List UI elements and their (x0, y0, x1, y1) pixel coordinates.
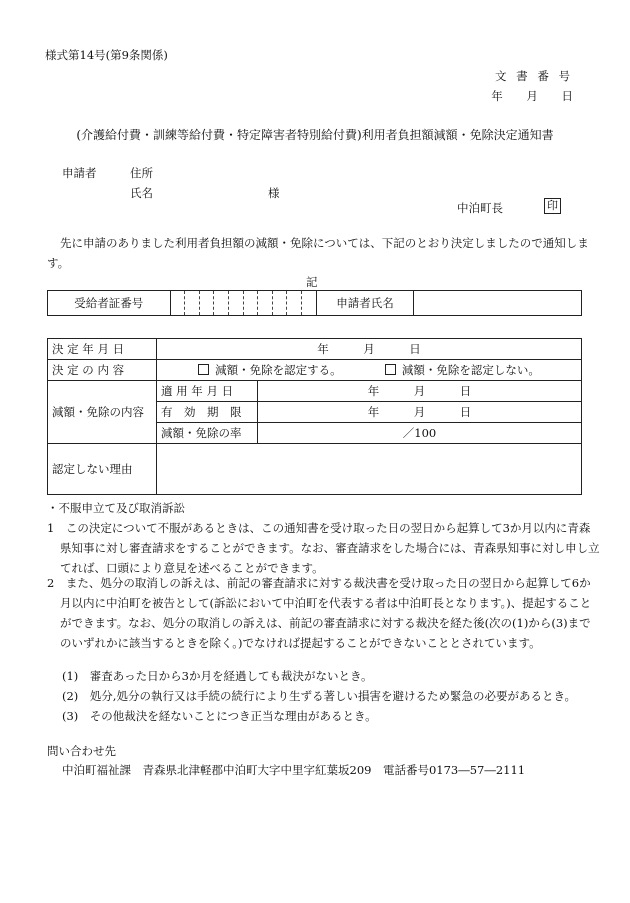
applicant-name-label: 申請者氏名 (316, 291, 414, 316)
decision-content-label: 決 定 の 内 容 (48, 360, 157, 381)
certificate-digit-cell[interactable] (302, 291, 317, 316)
form-number: 様式第14号(第9条関係) (45, 48, 168, 62)
issuer-name: 中泊町長 (457, 201, 503, 215)
certificate-digit-cell[interactable] (199, 291, 214, 316)
certificate-digit-cell[interactable] (170, 291, 185, 316)
intro-paragraph: 先に申請のありました利用者負担額の減額・免除については、下記のとおり決定しましたので通知します。 (47, 236, 589, 270)
reduction-content-label: 減額・免除の内容 (48, 381, 157, 444)
ki-heading: 記 (306, 275, 318, 289)
reduction-rate-value: ／100 (258, 423, 582, 444)
contact-line: 中泊町福祉課 青森県北津軽郡中泊町大字中里字紅葉坂209 電話番号0173―57―2111 (62, 763, 526, 777)
applicant-name-field[interactable] (414, 291, 582, 316)
apply-date-value: 年 月 日 (258, 381, 582, 402)
appeal-subitem-2: (2) 処分,処分の執行又は手続の続行により生ずる著しい損害を避けるため緊急の必要があるとき。 (62, 689, 576, 703)
recipient-table (47, 290, 582, 316)
valid-period-value: 年 月 日 (258, 402, 582, 423)
appeal-subitem-3: (3) その他裁決を経ないことにつき正当な理由があるとき。 (62, 709, 377, 723)
appeal-item-1: 1 この決定について不服があるときは、この通知書を受け取った日の翌日から起算して3か月以内に青森県知事に対し審査請求をすることができます。なお、審査請求をした場合には、青森県知事に対し申し立てれば、口頭により意見を述べることができます。 (47, 521, 600, 575)
name-label: 氏名 (130, 186, 153, 200)
seal-stamp: 印 (544, 198, 561, 214)
reduction-rate-label: 減額・免除の率 (157, 423, 258, 444)
appeal-item-2: 2 また、処分の取消しの訴えは、前記の審査請求に対する裁決書を受け取った日の翌日から起算して6か月以内に中泊町を被告として(訴訟において中泊町を代表する者は中泊町長となります。)、提起することができます。なお、処分の取消しの訴えは、前記の審査請求に対する裁決を経た後(次の(1)から(3)までのいずれかに該当するときを除く。)でなければ提起することができないこととされています。 (47, 576, 592, 650)
certificate-digit-cell[interactable] (272, 291, 287, 316)
decision-content-options (157, 360, 582, 381)
appeal-subitem-1: (1) 審査あった日から3か月を経過しても裁決がないとき。 (62, 669, 373, 683)
appeal-heading: ・不服申立て及び取消訴訟 (47, 501, 185, 515)
certificate-digit-cell[interactable] (185, 291, 200, 316)
apply-date-label: 適 用 年 月 日 (157, 381, 258, 402)
approve-checkbox[interactable] (198, 364, 209, 375)
page-title: (介護給付費・訓練等給付費・特定障害者特別給付費)利用者負担額減額・免除決定通知書 (76, 128, 554, 142)
honorific-label: 様 (268, 186, 280, 200)
denial-reason-field[interactable] (157, 444, 582, 495)
document-date-label: 年 月 日 (491, 89, 573, 103)
valid-period-label: 有 効 期 限 (157, 402, 258, 423)
certificate-digit-cell[interactable] (214, 291, 229, 316)
address-label: 住所 (130, 166, 153, 180)
certificate-number-label: 受給者証番号 (48, 291, 171, 316)
deny-checkbox[interactable] (385, 364, 396, 375)
certificate-digit-cell[interactable] (228, 291, 243, 316)
applicant-label: 申請者 (62, 166, 97, 180)
contact-heading: 問い合わせ先 (47, 744, 116, 758)
decision-table (47, 338, 582, 495)
deny-option-label: 減額・免除を認定しない。 (401, 363, 540, 377)
decision-date-value: 年 月 日 (157, 339, 582, 360)
certificate-digit-cell[interactable] (258, 291, 273, 316)
decision-date-label: 決 定 年 月 日 (48, 339, 157, 360)
certificate-digit-cell[interactable] (287, 291, 302, 316)
document-number-label: 文 書 番 号 (495, 69, 573, 83)
certificate-digit-cell[interactable] (243, 291, 258, 316)
denial-reason-label: 認定しない理由 (48, 444, 157, 495)
approve-option-label: 減額・免除を認定する。 (215, 363, 342, 377)
